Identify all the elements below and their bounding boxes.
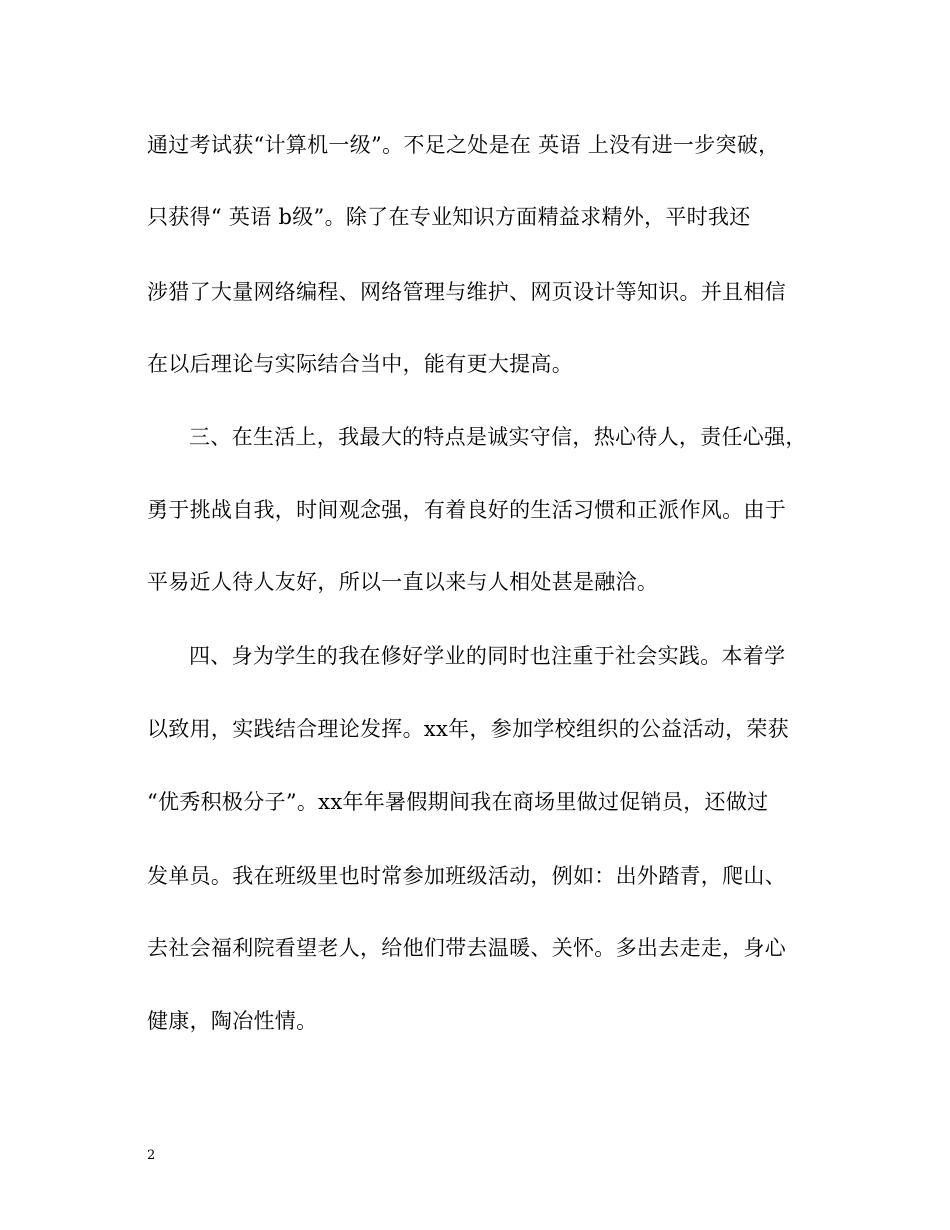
paragraph-start-line: 四、身为学生的我在修好学业的同时也注重于社会实践。本着学	[189, 644, 786, 668]
text-line: 通过考试获“计算机一级”。不足之处是在 英语 上没有进一步突破，	[147, 133, 780, 157]
text-line: 健康，陶冶性情。	[147, 1009, 318, 1033]
text-line: 勇于挑战自我，时间观念强，有着良好的生活习惯和正派作风。由于	[147, 498, 786, 522]
text-line: 平易近人待人友好，所以一直以来与人相处甚是融洽。	[147, 570, 659, 594]
text-line: 发单员。我在班级里也时常参加班级活动，例如：出外踏青，爬山、	[147, 864, 786, 888]
text-line: 在以后理论与实际结合当中，能有更大提高。	[147, 352, 573, 376]
text-line: 去社会福利院看望老人，给他们带去温暖、关怀。多出去走走，身心	[147, 936, 786, 960]
text-line: 涉猎了大量网络编程、网络管理与维护、网页设计等知识。并且相信	[147, 280, 786, 304]
text-line: 只获得“ 英语 b级”。除了在专业知识方面精益求精外，平时我还	[147, 205, 751, 229]
text-line: “优秀积极分子”。xx年年暑假期间我在商场里做过促销员，还做过	[147, 790, 769, 814]
paragraph-start-line: 三、在生活上，我最大的特点是诚实守信，热心待人，责任心强，	[189, 425, 807, 449]
text-line: 以致用，实践结合理论发挥。xx年，参加学校组织的公益活动，荣获	[147, 717, 789, 741]
page-number: 2	[147, 1148, 156, 1163]
